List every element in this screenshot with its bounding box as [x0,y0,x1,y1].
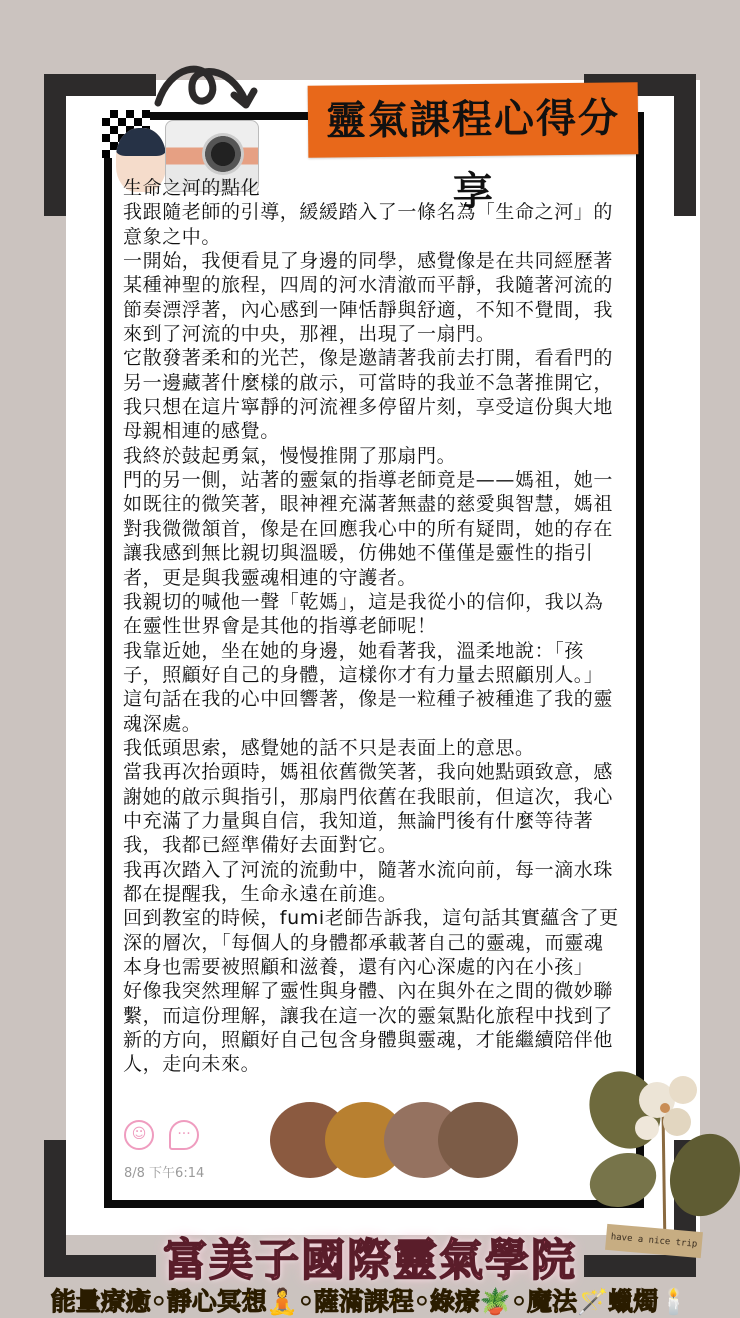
smiley-icon[interactable]: ☺ [124,1120,154,1150]
post-line: 人，走向未來。 [123,1053,261,1076]
post-line: 謝她的啟示與指引，那扇門依舊在我眼前，但這次，我心 [123,785,614,808]
post-heading: 生命之河的點化 [123,177,261,199]
post-line: 一開始，我便看見了身邊的同學，感覺像是在共同經歷著 [123,250,614,273]
post-line: 它散發著柔和的光芒，像是邀請著我前去打開，看看門的 [123,347,614,370]
post-line: 新的方向，照顧好自己包含身體與靈魂，才能繼續陪伴他 [123,1029,614,1052]
post-line: 我親切的喊他一聲「乾媽」，這是我從小的信仰，我以為 [123,590,604,613]
title-tape [308,82,639,216]
post-line: 我，我都已經準備好去面對它。 [123,834,398,857]
post-line: 我靠近她，坐在她的身邊，她看著我，溫柔地說：「孩 [123,639,584,662]
services-tagline: 能量療癒◦靜心冥想🧘◦薩滿課程◦綠療🪴◦魔法🪄蠟燭🕯️ [50,1287,690,1316]
post-line: 中充滿了力量與自信，我知道，無論門後有什麼等待著 [123,809,594,832]
post-line: 子，照顧好自己的身體，這樣你才有力量去照顧別人。」 [123,663,604,686]
post-line: 本身也需要被照顧和滋養，還有內心深處的內在小孩」 [123,956,594,978]
post-line: 在靈性世界會是其他的指導老師呢！ [123,615,437,638]
post-line: 者，更是與我靈魂相連的守護者。 [123,566,418,589]
post-line: 對我微微頷首，像是在回應我心中的所有疑問，她的存在 [123,517,614,540]
post-line: 好像我突然理解了靈性與身體、內在與外在之間的微妙聯 [123,980,614,1003]
post-line: 讓我感到無比親切與溫暖，仿佛她不僅僅是靈性的指引 [123,542,594,565]
curly-arrow-icon [150,55,270,115]
post-line: 如既往的微笑著，眼神裡充滿著無盡的慈愛與智慧，媽祖 [123,493,614,516]
post-line: 都在提醒我，生命永遠在前進。 [123,882,398,905]
post-line: 當我再次抬頭時，媽祖依舊微笑著，我向她點頭致意，感 [123,761,614,784]
timestamp: 8/8 下午6:14 [124,1166,205,1181]
post-line: 深的層次，「每個人的身體都承載著自己的靈魂，而靈魂 [123,931,604,954]
post-line: 我跟隨老師的引導，緩緩踏入了一條名為「生命之河」的 [123,201,614,224]
post-line: 另一邊藏著什麼樣的啟示，可當時的我並不急著推開它， [123,371,614,394]
post-line: 回到教室的時候，fumi老師告訴我，這句話其實蘊含了更 [123,907,619,930]
post-line: 來到了河流的中央，那裡，出現了一扇門。 [123,323,496,346]
post-line: 我再次踏入了河流的流動中，隨著水流向前，每一滴水珠 [123,858,614,881]
post-body [123,176,623,1077]
post-line: 魂深處。 [123,712,202,735]
comment-bubble-icon[interactable]: ··· [169,1120,199,1150]
post-line: 我低頭思索，感覺她的話不只是表面上的意思。 [123,736,535,759]
post-line: 節奏漂浮著，內心感到一陣恬靜與舒適，不知不覺間，我 [123,298,614,321]
color-swatch-circle [438,1102,518,1178]
post-line: 門的另一側，站著的靈氣的指導老師竟是——媽祖，她一 [123,469,614,492]
post-line: 意象之中。 [123,225,222,248]
post-line: 這句話在我的心中回響著，像是一粒種子被種進了我的靈 [123,688,614,711]
post-line: 繫，而這份理解，讓我在這一次的靈氣點化旅程中找到了 [123,1004,614,1027]
page-title: 靈氣課程心得分享 [325,95,621,216]
post-line: 某種神聖的旅程，四周的河水清澈而平靜，我隨著河流的 [123,274,614,297]
post-line: 我只想在這片寧靜的河流裡多停留片刻，享受這份與大地 [123,396,614,419]
post-line: 母親相連的感覺。 [123,420,280,443]
post-line: 我終於鼓起勇氣，慢慢推開了那扇門。 [123,444,457,467]
trip-tag: have a nice trip [605,1224,703,1258]
school-name-banner: 富美子國際靈氣學院 [163,1235,577,1286]
